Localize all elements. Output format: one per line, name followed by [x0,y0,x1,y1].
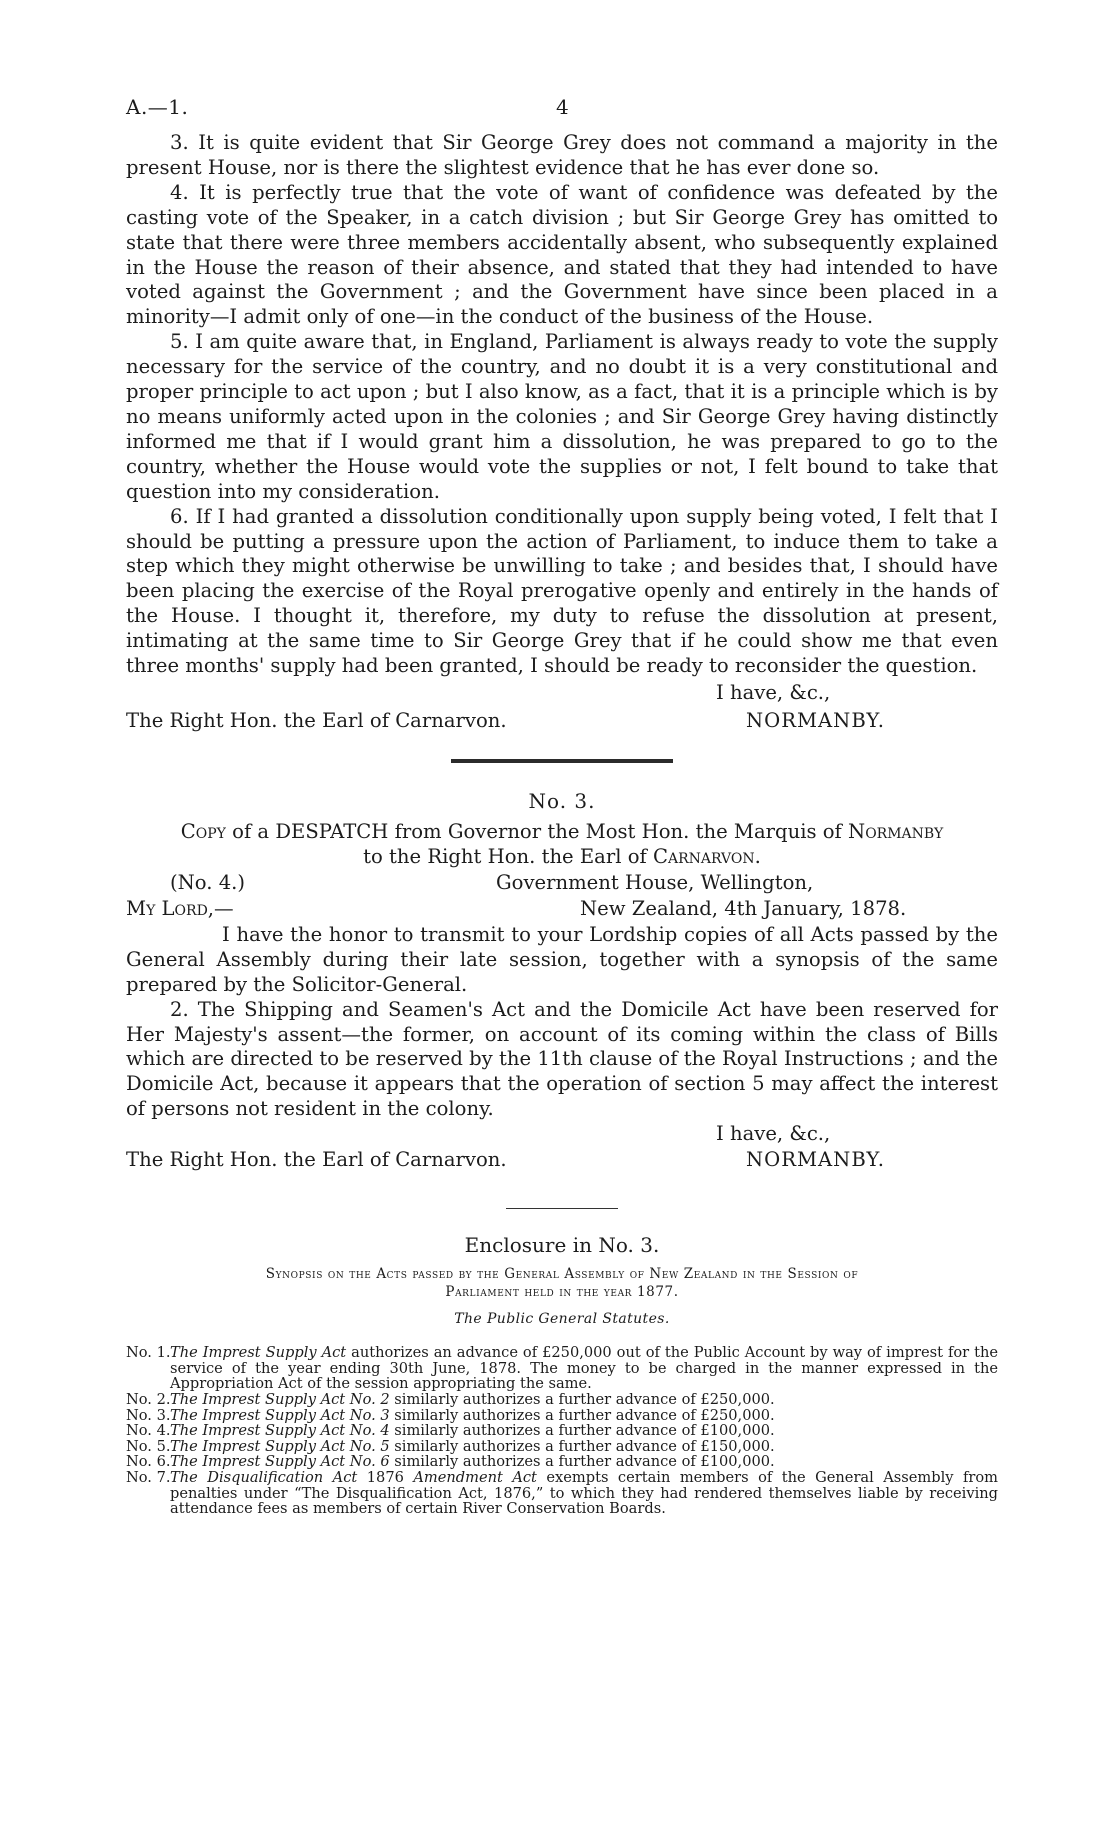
section-divider [451,759,673,763]
despatch-title-line-2: to the Right Hon. the Earl of Carnarvon. [363,844,761,868]
list-item: No. 7. The Disqualification Act 1876 Amendment Act exempts certain members of the General Assembly from penalties under “The Disqualification Act, 1876,” to which they had rendered themselves liable by receiving attendance fees as members of certain River Conservation Boards. [126,1468,998,1518]
signature: NORMANBY. [746,708,886,732]
short-divider [506,1208,618,1209]
despatch-body [126,923,998,1122]
list-item: No. 6. The Imprest Supply Act No. 6 similarly authorizes a further advance of £100,000. [126,1453,775,1471]
synopsis-heading: Synopsis on the Acts passed by the General Assembly of New Zealand in the Session of Parliament held in the year 1877. [265,1266,859,1301]
despatch-place: Government House, Wellington, [496,870,814,894]
despatch-paragraph-1: I have the honor to transmit to your Lordship copies of all Acts passed by the General Assembly during their late session, together with a synopsis of the same prepared by the Solicitor-General. [126,922,998,996]
sheet-reference: A.—1. [126,95,189,119]
despatch-address [126,871,998,923]
despatch-signoff [126,1122,998,1178]
addressee: The Right Hon. the Earl of Carnarvon. [126,708,507,732]
page-header [126,95,998,131]
letter-signoff [126,681,998,737]
paragraph-6: 6. If I had granted a dissolution conditionally upon supply being voted, I felt that I should be putting a pressure upon the action of Parliament, to induce them to take a step which they might otherwise be unwilling to take ; and besides that, I should have been placing the exercise of the Royal prerogative openly and entirely in the hands of the House. I thought it, therefore, my duty to refuse the dissolution at present, intimating at the same time to Sir George Grey that if he could show me that even three months' supply had been granted, I should be ready to reconsider the question. [126,504,998,678]
despatch-date: New Zealand, 4th January, 1878. [580,896,907,920]
closing: I have, &c., [716,1122,831,1146]
page-number: 4 [556,95,569,119]
document-page [126,95,998,1517]
addressee: The Right Hon. the Earl of Carnarvon. [126,1148,507,1172]
paragraph-5: 5. I am quite aware that, in England, Parliament is always ready to vote the supply necessary for the service of the country, and no doubt it is a very constitutional and proper principle to act upon ; but I also know, as a fact, that it is a principle which is by no means uniformly acted upon in the colonies ; and Sir George Grey having distinctly informed me that if I would grant him a dissolution, he was prepared to go to the country, whether the House would vote the supplies or not, I felt bound to take that question into my consideration. [126,330,998,503]
salutation: My Lord,— [126,896,234,920]
list-item: No. 5. The Imprest Supply Act No. 5 similarly authorizes a further advance of £150,000. [126,1437,775,1455]
list-item: No. 1. The Imprest Supply Act authorizes an advance of £250,000 out of the Public Account by way of imprest for the service of the year ending 30th June, 1878. The money to be charged in the manner expressed in the Appropriation Act of the session appropriating the same. [126,1344,998,1393]
statutes-heading: The Public General Statutes. [454,1311,670,1328]
list-item: No. 3. The Imprest Supply Act No. 3 similarly authorizes a further advance of £250,000. [126,1406,775,1424]
letter-body [126,131,998,679]
list-item: No. 2. The Imprest Supply Act No. 2 similarly authorizes a further advance of £250,000. [126,1390,775,1408]
despatch-title-line-1: Copy of a DESPATCH from Governor the Most Hon. the Marquis of Normanby [180,819,944,843]
despatch-ref-number: (No. 4.) [170,870,246,894]
list-item: No. 4. The Imprest Supply Act No. 4 similarly authorizes a further advance of £100,000. [126,1422,775,1440]
despatch-title [126,819,998,869]
paragraph-3: 3. It is quite evident that Sir George Grey does not command a majority in the present House, nor is there the slightest evidence that he has ever done so. [126,131,998,179]
despatch-paragraph-2: 2. The Shipping and Seamen's Act and the Domicile Act have been reserved for Her Majesty's assent—the former, on account of its coming within the class of Bills which are directed to be reserved by the 11th clause of the Royal Instructions ; and the Domicile Act, because it appears that the operation of section 5 may affect the interest of persons not resident in the colony. [126,997,998,1121]
acts-list [126,1345,998,1517]
signature: NORMANBY. [746,1148,886,1172]
paragraph-4: 4. It is perfectly true that the vote of want of confidence was defeated by the casting vote of the Speaker, in a catch division ; but Sir George Grey has omitted to state that there were three members accidentally absent, who subsequently explained in the House the reason of their absence, and stated that they had intended to have voted against the Government ; and the Government have since been placed in a minority—I admit only of one—in the conduct of the business of the House. [126,180,998,329]
closing: I have, &c., [716,680,831,704]
enclosure-heading: Enclosure in No. 3. [464,1233,660,1258]
despatch-number-heading: No. 3. [528,788,596,813]
